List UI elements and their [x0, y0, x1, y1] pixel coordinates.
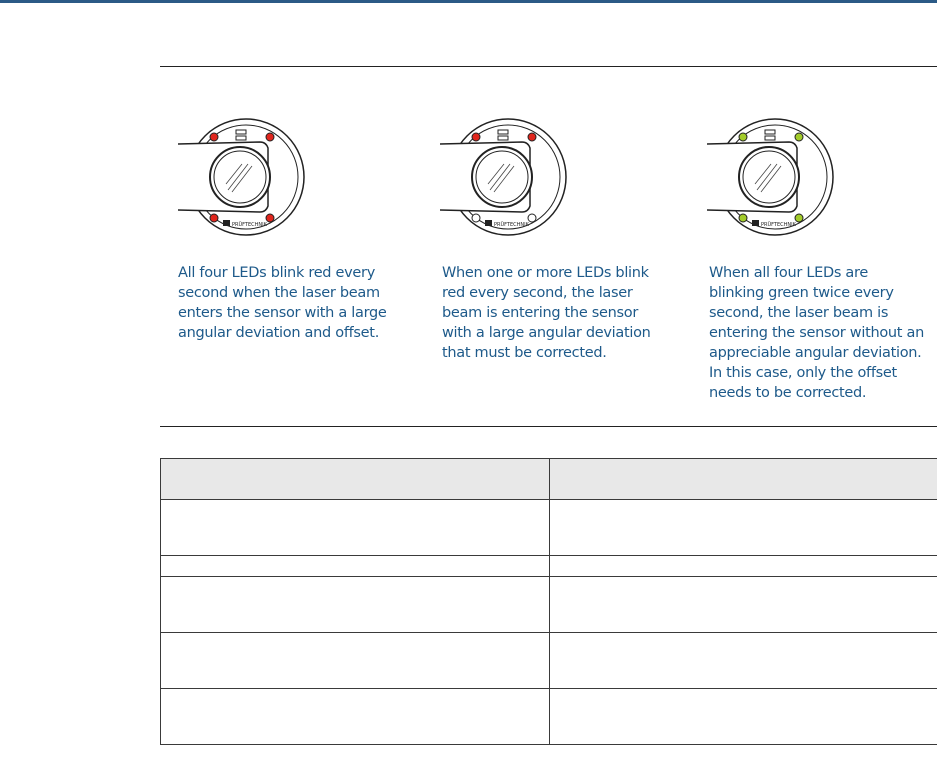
table-cell	[550, 577, 937, 633]
caption-line: beam is entering the sensor	[442, 305, 639, 321]
led-indicator	[739, 133, 747, 141]
table-cell	[161, 577, 550, 633]
table-cell	[161, 556, 550, 577]
led-indicator	[795, 133, 803, 141]
table-row	[161, 689, 937, 745]
caption-line: red every second, the laser	[442, 285, 633, 301]
table-cell	[161, 500, 550, 556]
table-cell	[550, 689, 937, 745]
caption-line: blinking green twice every	[709, 285, 894, 301]
caption-line: appreciable angular deviation.	[709, 345, 922, 361]
caption-line: enters the sensor with a large	[178, 305, 387, 321]
table-cell	[161, 633, 550, 689]
caption-all-red	[178, 263, 408, 343]
led-indicator	[266, 133, 274, 141]
sensor-figure-all-red	[178, 112, 418, 242]
led-indicator	[210, 214, 218, 222]
sensor-figure-all-green	[707, 112, 937, 242]
table-row	[161, 500, 937, 556]
table-cell	[550, 556, 937, 577]
caption-line: When all four LEDs are	[709, 265, 868, 281]
caption-line: entering the sensor without an	[709, 325, 924, 341]
led-indicator	[266, 214, 274, 222]
led-indicator	[210, 133, 218, 141]
led-indicator	[739, 214, 747, 222]
table-header-cell	[161, 459, 550, 500]
led-indicator	[472, 214, 480, 222]
data-table	[160, 458, 937, 745]
section-rule-top	[160, 66, 937, 67]
caption-line: with a large angular deviation	[442, 325, 651, 341]
caption-line: In this case, only the offset	[709, 365, 897, 381]
caption-line: that must be corrected.	[442, 345, 607, 361]
led-indicator	[528, 133, 536, 141]
caption-line: needs to be corrected.	[709, 385, 867, 401]
table-row	[161, 633, 937, 689]
led-indicator	[528, 214, 536, 222]
caption-some-red	[442, 263, 672, 363]
caption-line: second, the laser beam is	[709, 305, 889, 321]
caption-line: When one or more LEDs blink	[442, 265, 649, 281]
sensor-logo-text: PRÜFTECHNIK	[494, 222, 529, 228]
table-row	[161, 577, 937, 633]
led-indicator	[472, 133, 480, 141]
table-row	[161, 556, 937, 577]
led-indicator	[795, 214, 803, 222]
table-header-cell	[550, 459, 937, 500]
sensor-logo-text: PRÜFTECHNIK	[761, 222, 796, 228]
caption-line: All four LEDs blink red every	[178, 265, 375, 281]
table-cell	[550, 500, 937, 556]
caption-line: second when the laser beam	[178, 285, 380, 301]
table-cell	[161, 689, 550, 745]
section-rule-bottom	[160, 426, 937, 427]
table-header-row	[161, 459, 937, 500]
caption-line: angular deviation and offset.	[178, 325, 379, 341]
table-cell	[550, 633, 937, 689]
caption-all-green	[709, 263, 937, 403]
top-rule	[0, 0, 937, 3]
sensor-logo-text: PRÜFTECHNIK	[232, 222, 267, 228]
sensor-figure-some-red	[440, 112, 680, 242]
